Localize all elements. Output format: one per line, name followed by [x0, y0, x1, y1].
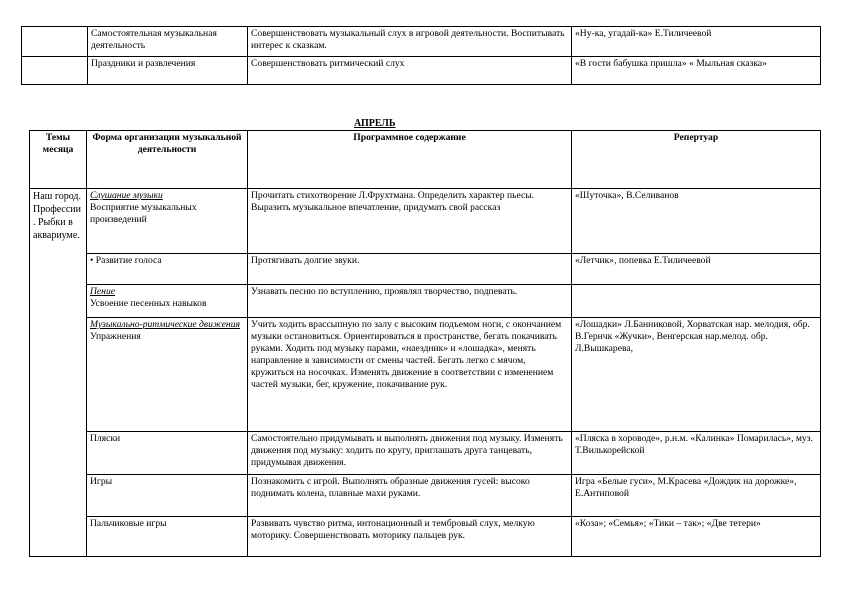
table-row	[30, 318, 821, 432]
form-cell: Праздники и развлечения	[88, 57, 248, 85]
content-cell: Узнавать песню по вступлению, проявлял творчество, подпевать.	[248, 285, 572, 318]
repertoire-cell: «Ну-ка, угадай-ка» Е.Тиличеевой	[572, 27, 821, 57]
header-repertoire: Репертуар	[572, 131, 821, 189]
table-row	[30, 189, 821, 254]
form-cell	[87, 432, 248, 475]
repertoire-cell: «Шуточка», В.Селиванов	[572, 189, 821, 254]
theme-cell	[22, 27, 88, 57]
table-row	[22, 57, 821, 85]
form-cell	[87, 318, 248, 432]
repertoire-cell: «Лошадки» Л.Банниковой, Хорватская нар. мелодия, обр. В.Гернчк «Жучки», Венгерская нар.мелод. обр. Л.Вышкарева,	[572, 318, 821, 432]
table-row	[30, 254, 821, 285]
header-form: Форма организации музыкальной деятельности	[87, 131, 248, 189]
header-themes: Темы месяца	[30, 131, 87, 189]
form-title: Слушание музыки	[90, 190, 163, 201]
april-table	[29, 130, 821, 557]
form-subtitle: Игры	[90, 476, 113, 487]
table-row	[22, 27, 821, 57]
theme-cell	[22, 57, 88, 85]
month-title: АПРЕЛЬ	[354, 118, 396, 129]
content-cell: Совершенствовать музыкальный слух в игровой деятельности. Воспитывать интерес к сказкам.	[248, 27, 572, 57]
content-cell: Совершенствовать ритмический слух	[248, 57, 572, 85]
form-cell	[87, 189, 248, 254]
form-cell	[87, 254, 248, 285]
content-cell: Познакомить с игрой. Выполнять образные движения гусей: высоко поднимать колена, плавные махи руками.	[248, 475, 572, 517]
form-title: Пение	[90, 286, 116, 297]
top-table	[21, 26, 821, 85]
content-cell: Развивать чувство ритма, интонационный и тембровый слух, мелкую моторику. Совершенствовать моторику пальцев рук.	[248, 517, 572, 557]
form-subtitle: Пляски	[90, 433, 121, 444]
form-cell: Самостоятельная музыкальная деятельность	[88, 27, 248, 57]
repertoire-cell: Игра «Белые гуси», М.Красева «Дождик на дорожке», Е.Антиповой	[572, 475, 821, 517]
repertoire-cell: «Летчик», попевка Е.Тиличеевой	[572, 254, 821, 285]
form-subtitle: Восприятие музыкальных произведений	[90, 202, 197, 225]
repertoire-cell: «Пляска в хороводе», р.н.м. «Калинка» Помарилась», муз. Т.Вилькорейской	[572, 432, 821, 475]
repertoire-cell: «В гости бабушка пришла» « Мыльная сказка»	[572, 57, 821, 85]
form-cell	[87, 517, 248, 557]
table-row	[30, 432, 821, 475]
form-subtitle: Усвоение песенных навыков	[90, 298, 207, 309]
table-row	[30, 285, 821, 318]
form-cell	[87, 475, 248, 517]
repertoire-cell	[572, 285, 821, 318]
table-row	[30, 517, 821, 557]
repertoire-cell: «Коза»; «Семья»; «Тики – так»; «Две тетери»	[572, 517, 821, 557]
form-subtitle: Пальчиковые игры	[90, 518, 167, 529]
form-cell	[87, 285, 248, 318]
header-row	[30, 131, 821, 189]
form-title: Музыкально-ритмические движения	[90, 319, 240, 330]
content-cell: Учить ходить врассыпную по залу с высоким подъемом ноги, с окончанием музыки остановиться. Ориентироваться в пространстве, бегать покачивать руками. Ходить под музыку парами, «наездник» и «лошадка», менять направление в зависимости от смены частей. Бегать легко с мячом, кружиться на носочках. Изменять движение в соответствии с изменением частей музыки, бег, кружение, покачивание рук.	[248, 318, 572, 432]
form-subtitle: • Развитие голоса	[90, 255, 162, 266]
theme-cell: Наш город. Профессии. Рыбки в аквариуме.	[30, 189, 87, 557]
content-cell: Самостоятельно придумывать и выполнять движения под музыку. Изменять движения под музыку: ходить по кругу, приглашать друга танцевать, придумывая движения.	[248, 432, 572, 475]
header-content: Программное содержание	[248, 131, 572, 189]
content-cell: Прочитать стихотворение Л.Фрухтмана. Определить характер пьесы. Выразить музыкальное впечатление, придумать свой рассказ	[248, 189, 572, 254]
content-cell: Протягивать долгие звуки.	[248, 254, 572, 285]
form-subtitle: Упражнения	[90, 331, 141, 342]
table-row	[30, 475, 821, 517]
